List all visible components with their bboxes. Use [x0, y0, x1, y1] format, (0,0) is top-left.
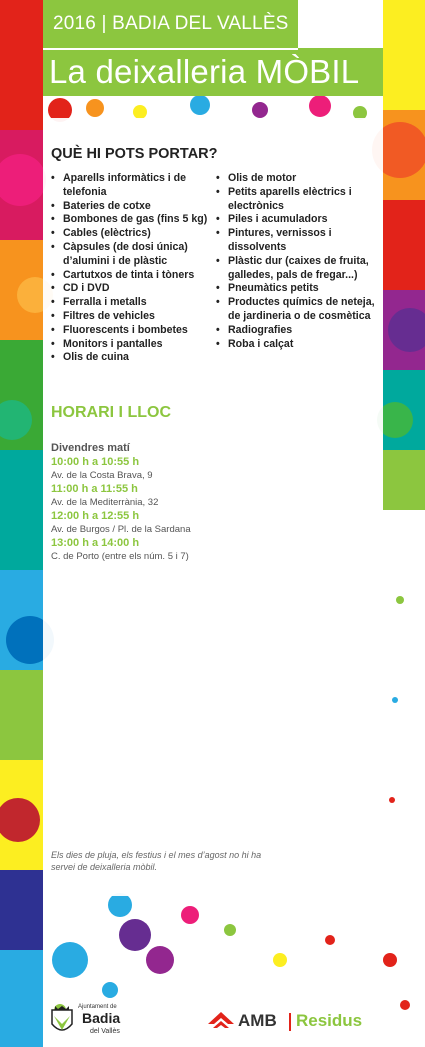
amb-label: AMB	[238, 1011, 277, 1030]
list-item: • Olis de cuina	[51, 351, 211, 365]
list-item: • Cables (elèctrics)	[51, 227, 211, 241]
list-item: • Bateries de cotxe	[51, 200, 211, 214]
items-heading: QUÈ HI POTS PORTAR?	[51, 146, 218, 162]
schedule-place: Av. de la Mediterrània, 32	[51, 497, 159, 508]
badia-sub-label: del Vallès	[90, 1028, 120, 1035]
list-item: • Radiografies	[216, 324, 376, 338]
list-item: • Ferralla i metalls	[51, 296, 211, 310]
badia-small-label: Ajuntament de	[78, 1004, 117, 1010]
schedule-heading: HORARI I LLOC	[51, 404, 171, 421]
residus-label: Residus	[296, 1011, 363, 1030]
list-item: • Cartutxos de tinta i tòners	[51, 269, 211, 283]
list-item: • Plàstic dur (caixes de fruita, galledes, pals de fregar...)	[216, 255, 376, 283]
list-item: • Càpsules (de dosi única) d’alumini i de plàstic	[51, 241, 211, 269]
amb-residus-logo	[208, 1008, 378, 1038]
service-note: Els dies de pluja, els festius i el mes d’agost no hi ha servei de deixalleria mòbil.	[51, 850, 262, 872]
logo-separator	[289, 1013, 291, 1031]
list-item: • Aparells informàtics i de telefonia	[51, 172, 211, 200]
list-item: • Productes químics de neteja, de jardineria o de cosmètica	[216, 296, 376, 324]
amb-mark-icon	[208, 1010, 234, 1032]
badia-logo	[50, 1000, 130, 1040]
schedule-day: Divendres matí	[51, 442, 130, 454]
schedule-place: Av. de Burgos / Pl. de la Sardana	[51, 524, 191, 535]
schedule-time: 10:00 h a 10:55 h	[51, 456, 140, 468]
list-item: • Pneumàtics petits	[216, 282, 376, 296]
list-item: • Olis de motor	[216, 172, 376, 186]
list-item: • Roba i calçat	[216, 338, 376, 352]
schedule-time: 12:00 h a 12:55 h	[51, 510, 140, 522]
schedule-place: Av. de la Costa Brava, 9	[51, 470, 153, 481]
schedule-time: 13:00 h a 14:00 h	[51, 537, 140, 549]
header-divider	[43, 48, 298, 50]
list-item: • Pintures, vernissos i dissolvents	[216, 227, 376, 255]
list-item: • Fluorescents i bombetes	[51, 324, 211, 338]
list-item: • Monitors i pantalles	[51, 338, 211, 352]
list-item: • Bombones de gas (fins 5 kg)	[51, 213, 211, 227]
badia-name: Badia	[82, 1010, 121, 1026]
list-item: • Piles i acumuladors	[216, 213, 376, 227]
schedule-place: C. de Porto (entre els núm. 5 i 7)	[51, 551, 189, 562]
list-item: • Filtres de vehicles	[51, 310, 211, 324]
list-item: • CD i DVD	[51, 282, 211, 296]
header-year-place: 2016 | BADIA DEL VALLÈS	[43, 0, 298, 48]
items-list-column1	[51, 172, 211, 365]
schedule-block	[51, 442, 291, 564]
items-list-column2	[216, 172, 376, 351]
schedule-time: 11:00 h a 11:55 h	[51, 483, 138, 495]
list-item: • Petits aparells elèctrics i electrònics	[216, 186, 376, 214]
header-title: La deixalleria MÒBIL	[43, 48, 383, 96]
crest-icon	[50, 1006, 74, 1036]
